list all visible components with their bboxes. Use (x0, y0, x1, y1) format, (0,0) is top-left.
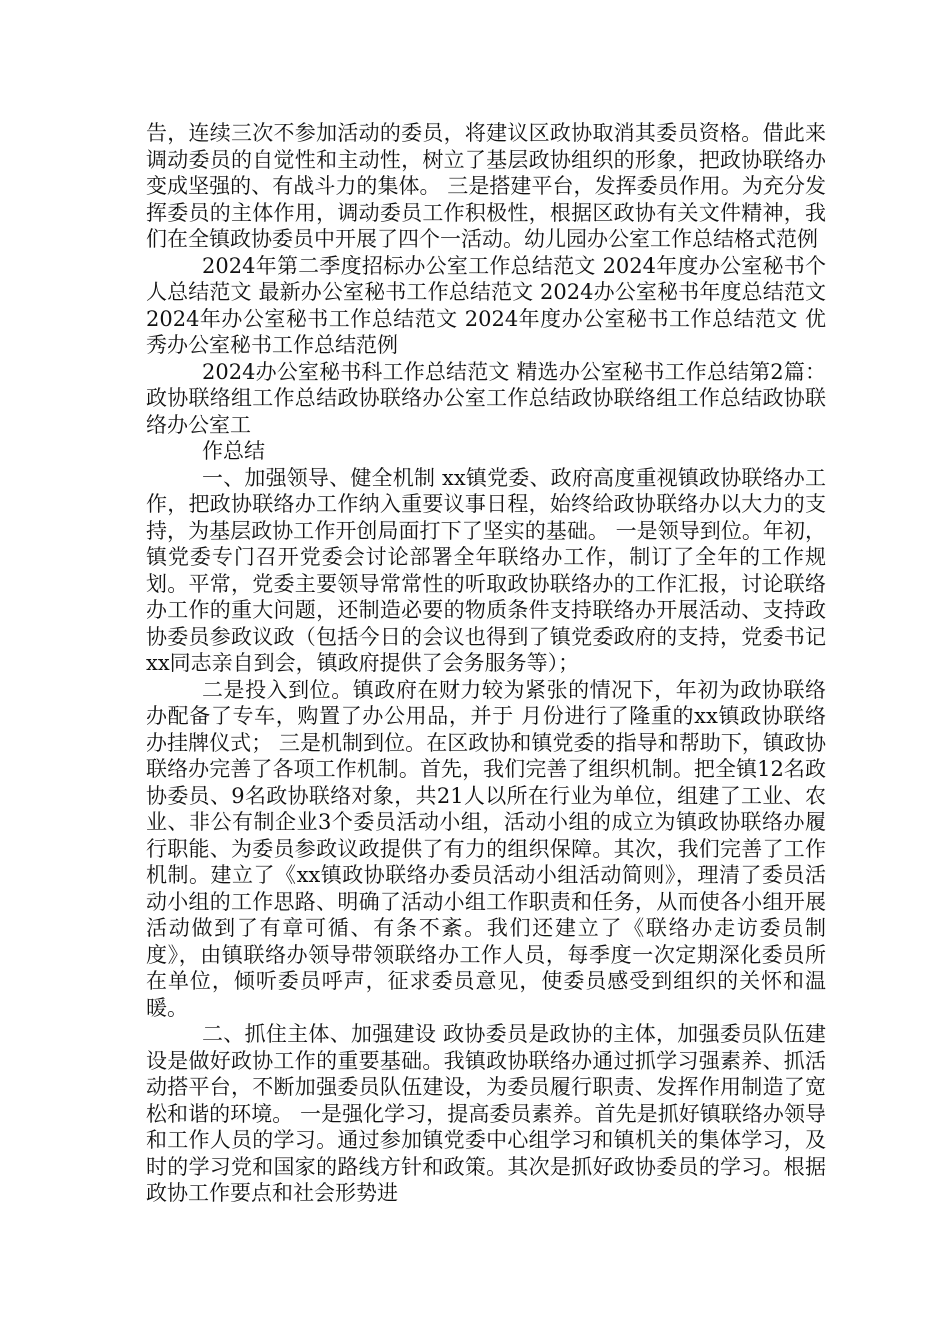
paragraph-2: 2024年第二季度招标办公室工作总结范文 2024年度办公室秘书个人总结范文 最新办公室秘书工作总结范文 2024办公室秘书年度总结范文 2024年办公室秘书工作总结范文 2024年度办公室秘书工作总结范文 优秀办公室秘书工作总结范例 (146, 253, 826, 357)
paragraph-5: 一、加强领导、健全机制 xx镇党委、政府高度重视镇政协联络办工作，把政协联络办工作纳入重要议事日程，始终给政协联络办以大力的支持，为基层政协工作开创局面打下了坚实的基础。 一是领导到位。年初，镇党委专门召开党委会讨论部署全年联络办工作，制订了全年的工作规划。平常，党委主要领导常常性的听取政协联络办的工作汇报，讨论联络办工作的重大问题，还制造必要的物质条件支持联络办开展活动、支持政协委员参政议政（包括今日的会议也得到了镇党委政府的支持，党委书记xx同志亲自到会，镇政府提供了会务服务等）； (146, 465, 826, 675)
document-body (146, 120, 826, 1207)
paragraph-7: 二、抓住主体、加强建设 政协委员是政协的主体，加强委员队伍建设是做好政协工作的重要基础。我镇政协联络办通过抓学习强素养、抓活动搭平台，不断加强委员队伍建设，为委员履行职责、发挥作用制造了宽松和谐的环境。 一是强化学习，提高委员素养。首先是抓好镇联络办领导和工作人员的学习。通过参加镇党委中心组学习和镇机关的集体学习，及时的学习党和国家的路线方针和政策。其次是抓好政协委员的学习。根据政协工作要点和社会形势进 (146, 1022, 826, 1205)
paragraph-1: 告，连续三次不参加活动的委员，将建议区政协取消其委员资格。借此来调动委员的自觉性和主动性，树立了基层政协组织的形象，把政协联络办变成坚强的、有战斗力的集体。 三是搭建平台，发挥委员作用。为充分发挥委员的主体作用，调动委员工作积极性，根据区政协有关文件精神，我们在全镇政协委员中开展了四个一活动。幼儿园办公室工作总结格式范例 (146, 121, 826, 251)
paragraph-6: 二是投入到位。镇政府在财力较为紧张的情况下，年初为政协联络办配备了专车，购置了办公用品，并于 月份进行了隆重的xx镇政协联络办挂牌仪式； 三是机制到位。在区政协和镇党委的指导和帮助下，镇政协联络办完善了各项工作机制。首先，我们完善了组织机制。把全镇12名政协委员、9名政协联络对象，共21人以所在行业为单位，组建了工业、农业、非公有制企业3个委员活动小组，活动小组的成立为镇政协联络办履行职能、为委员参政议政提供了有力的组织保障。其次，我们完善了工作机制。建立了《xx镇政协联络办委员活动小组活动简则》，理清了委员活动小组的工作思路、明确了活动小组工作职责和任务，从而使各小组开展活动做到了有章可循、有条不紊。我们还建立了《联络办走访委员制度》，由镇联络办领导带领联络办工作人员，每季度一次定期深化委员所在单位，倾听委员呼声，征求委员意见，使委员感受到组织的关怀和温暖。 (146, 677, 826, 1020)
paragraph-4: 作总结 (202, 439, 265, 463)
paragraph-3: 2024办公室秘书科工作总结范文 精选办公室秘书工作总结第2篇：政协联络组工作总结政协联络办公室工作总结政协联络组工作总结政协联络办公室工 (146, 359, 826, 437)
